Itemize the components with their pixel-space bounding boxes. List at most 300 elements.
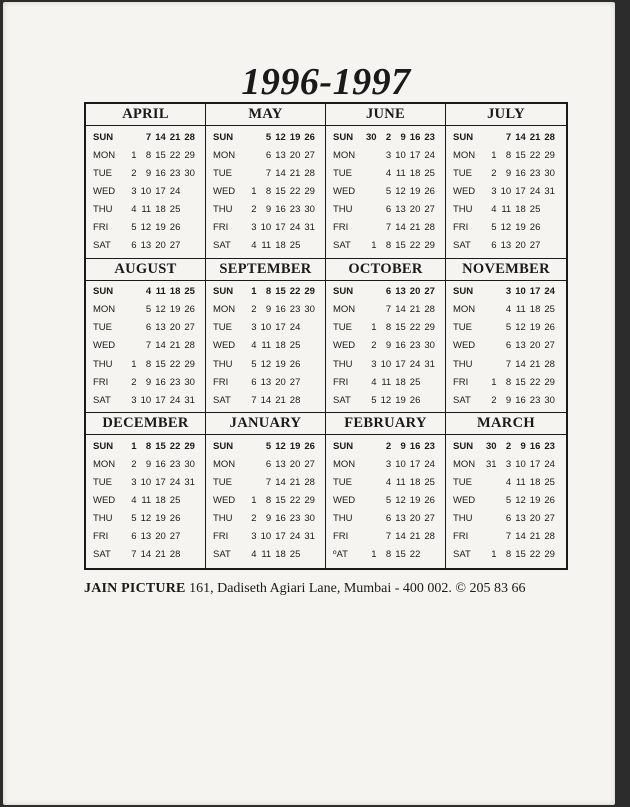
month-october <box>326 259 446 414</box>
date-cell: 25 <box>409 376 421 388</box>
date-cell: 3 <box>251 222 257 234</box>
date-cell: 4 <box>131 203 137 215</box>
footer <box>84 581 526 597</box>
date-cell: 5 <box>371 394 377 406</box>
date-cell: 19 <box>155 222 166 234</box>
date-cell: 16 <box>515 167 526 179</box>
date-cell: 10 <box>380 358 392 370</box>
weekday-label: TUE <box>333 477 352 489</box>
weekday-row <box>86 510 205 528</box>
date-cell: 6 <box>385 513 392 525</box>
date-cell: 13 <box>395 286 406 298</box>
weekday-row <box>206 237 325 255</box>
date-cell: 4 <box>251 240 257 252</box>
month-april <box>86 104 206 259</box>
date-cell: 25 <box>289 340 301 352</box>
date-cell: 10 <box>500 185 512 197</box>
weekday-label: SUN <box>93 440 114 452</box>
weekday-label: SAT <box>333 394 351 406</box>
weekday-row <box>446 391 566 409</box>
date-cell: 8 <box>145 149 152 161</box>
weekday-row <box>446 546 566 564</box>
weekday-label: SUN <box>453 440 474 452</box>
weekday-row <box>446 373 566 391</box>
weekday-row <box>326 218 445 236</box>
date-cell: 1 <box>371 240 377 252</box>
weekday-row <box>206 146 325 164</box>
date-cell: 17 <box>529 286 541 298</box>
date-cell: 18 <box>409 477 421 489</box>
date-cell: 25 <box>184 286 195 298</box>
date-cell: 18 <box>529 477 541 489</box>
weekday-row <box>206 510 325 528</box>
date-cell: 20 <box>515 240 526 252</box>
date-cell: 29 <box>544 149 555 161</box>
date-cell: 31 <box>304 222 315 234</box>
date-cell: 17 <box>409 149 421 161</box>
date-cell: 28 <box>544 531 555 543</box>
date-cell: 31 <box>184 394 195 406</box>
date-cell: 16 <box>155 167 166 179</box>
date-cell: 27 <box>424 513 435 525</box>
date-cell: 21 <box>289 477 301 489</box>
weekday-label: THU <box>213 358 233 370</box>
month-july <box>446 104 566 259</box>
weekday-label: SUN <box>333 286 354 298</box>
date-cell: 25 <box>169 203 181 215</box>
weekday-label: FRI <box>333 531 349 543</box>
date-cell: 28 <box>304 477 315 489</box>
date-cell: 12 <box>380 394 392 406</box>
date-cell: 1 <box>131 358 137 370</box>
date-cell: 28 <box>184 340 195 352</box>
weekday-row <box>446 510 566 528</box>
date-cell: 27 <box>544 513 555 525</box>
date-cell: 31 <box>304 531 315 543</box>
weekday-row <box>326 355 445 373</box>
date-cell: 23 <box>289 513 301 525</box>
date-cell: 6 <box>145 322 152 334</box>
weekday-label: FRI <box>93 531 109 543</box>
date-cell: 12 <box>275 440 286 452</box>
weekday-label: WED <box>333 185 356 197</box>
date-cell: 1 <box>251 286 257 298</box>
date-cell: 14 <box>515 358 526 370</box>
date-cell: 9 <box>505 394 512 406</box>
date-cell: 20 <box>155 240 166 252</box>
date-cell: 26 <box>304 131 315 143</box>
date-cell: 24 <box>424 458 435 470</box>
date-cell: 26 <box>424 495 435 507</box>
weekday-label: TUE <box>453 167 472 179</box>
date-cell: 19 <box>275 358 286 370</box>
date-cell: 18 <box>275 549 286 561</box>
date-cell: 29 <box>184 149 195 161</box>
date-cell: 3 <box>505 458 512 470</box>
weekday-label: SUN <box>93 131 114 143</box>
date-cell: 22 <box>409 549 421 561</box>
weekday-row <box>326 164 445 182</box>
weekday-row <box>206 455 325 473</box>
date-cell: 13 <box>140 240 152 252</box>
date-cell: 9 <box>400 440 406 452</box>
date-cell: 3 <box>505 286 512 298</box>
date-cell: 15 <box>515 376 526 388</box>
date-cell: 20 <box>155 531 166 543</box>
month-name: DECEMBER <box>86 413 205 435</box>
date-cell: 6 <box>385 286 392 298</box>
date-cell: 17 <box>275 222 286 234</box>
date-cell: 11 <box>155 286 166 298</box>
date-cell: 13 <box>515 513 526 525</box>
date-cell: 2 <box>371 340 377 352</box>
date-cell: 5 <box>131 222 137 234</box>
weekday-label: SAT <box>333 240 351 252</box>
date-cell: 6 <box>491 240 497 252</box>
weekday-row <box>326 474 445 492</box>
date-cell: 29 <box>424 322 435 334</box>
date-cell: 16 <box>515 394 526 406</box>
weekday-row <box>326 337 445 355</box>
date-cell: 21 <box>409 304 421 316</box>
date-cell: 2 <box>505 440 512 452</box>
date-cell: 20 <box>409 286 421 298</box>
weekday-label: FRI <box>453 376 469 388</box>
date-cell: 5 <box>385 185 392 197</box>
weekday-row <box>86 164 205 182</box>
date-cell: 3 <box>131 477 137 489</box>
date-cell: 6 <box>505 340 512 352</box>
weekday-label: MON <box>93 458 116 470</box>
weekday-row <box>206 492 325 510</box>
date-cell: 10 <box>260 222 272 234</box>
weekday-row <box>446 237 566 255</box>
date-cell: 24 <box>169 477 181 489</box>
weekday-label: WED <box>453 495 476 507</box>
date-cell: 11 <box>141 203 152 215</box>
weekday-row <box>326 182 445 200</box>
date-cell: 19 <box>529 495 541 507</box>
date-cell: 24 <box>289 531 301 543</box>
weekday-label: FRI <box>213 222 229 234</box>
date-cell: 2 <box>385 440 392 452</box>
date-cell: 8 <box>505 376 512 388</box>
weekday-row <box>206 128 325 146</box>
weekday-label: SAT <box>453 394 471 406</box>
date-cell: 29 <box>304 286 315 298</box>
date-cell: 5 <box>131 513 137 525</box>
weekday-label: MON <box>93 304 116 316</box>
month-name: MARCH <box>446 413 566 435</box>
date-cell: 10 <box>260 322 272 334</box>
weekday-row <box>206 373 325 391</box>
date-cell: 30 <box>544 394 555 406</box>
weekday-label: TUE <box>213 477 232 489</box>
weekday-label: SAT <box>213 549 231 561</box>
date-cell: 14 <box>275 167 286 179</box>
date-cell: 21 <box>529 358 541 370</box>
date-cell: 9 <box>520 440 526 452</box>
date-cell: 11 <box>261 549 272 561</box>
date-cell: 3 <box>131 185 137 197</box>
month-name: AUGUST <box>86 259 205 281</box>
date-cell: 29 <box>184 358 195 370</box>
date-cell: 13 <box>395 203 406 215</box>
month-name: FEBRUARY <box>326 413 445 435</box>
date-cell: 23 <box>289 304 301 316</box>
weekday-row <box>86 455 205 473</box>
date-cell: 2 <box>491 394 497 406</box>
weekday-label: SAT <box>93 240 111 252</box>
date-cell: 15 <box>515 549 526 561</box>
weekday-row <box>206 474 325 492</box>
date-cell: 18 <box>515 203 526 215</box>
weekday-label: WED <box>213 185 236 197</box>
date-cell: 25 <box>529 203 541 215</box>
date-cell: 12 <box>275 131 286 143</box>
weekday-label: THU <box>93 513 113 525</box>
calendar-card <box>3 2 615 805</box>
date-cell: 2 <box>251 203 257 215</box>
date-cell: 23 <box>169 167 181 179</box>
date-cell: 14 <box>395 531 406 543</box>
date-cell: 4 <box>505 304 512 316</box>
weekday-row <box>206 337 325 355</box>
weekday-row <box>446 164 566 182</box>
weekday-row <box>326 128 445 146</box>
date-cell: 18 <box>529 304 541 316</box>
date-cell: 1 <box>131 440 137 452</box>
weekday-label: SUN <box>213 440 234 452</box>
date-cell: 8 <box>145 440 152 452</box>
date-cell: 25 <box>169 495 181 507</box>
date-cell: 21 <box>529 131 541 143</box>
weekday-row <box>86 437 205 455</box>
date-cell: 30 <box>486 440 497 452</box>
date-cell: 27 <box>424 286 435 298</box>
date-cell: 10 <box>260 531 272 543</box>
date-cell: 15 <box>395 549 406 561</box>
date-cell: 30 <box>304 513 315 525</box>
weekday-row <box>326 546 445 564</box>
date-cell: 7 <box>265 477 272 489</box>
weekday-label: THU <box>93 358 113 370</box>
date-cell: 1 <box>371 549 377 561</box>
month-name: OCTOBER <box>326 259 445 281</box>
date-cell: 22 <box>409 240 421 252</box>
date-cell: 20 <box>409 513 421 525</box>
date-cell: 4 <box>505 477 512 489</box>
date-cell: 12 <box>395 495 406 507</box>
date-cell: 19 <box>409 185 421 197</box>
date-cell: 12 <box>260 358 272 370</box>
weekday-row <box>326 301 445 319</box>
date-cell: 31 <box>486 458 497 470</box>
weekday-label: FRI <box>213 376 229 388</box>
weekday-label: THU <box>213 203 233 215</box>
date-cell: 12 <box>395 185 406 197</box>
month-grid <box>84 102 568 570</box>
date-cell: 23 <box>409 340 421 352</box>
weekday-label: WED <box>213 340 236 352</box>
date-cell: 15 <box>155 358 166 370</box>
date-cell: 24 <box>544 458 555 470</box>
date-cell: 8 <box>145 358 152 370</box>
date-cell: 23 <box>529 167 541 179</box>
weekday-label: FRI <box>213 531 229 543</box>
weekday-row <box>86 355 205 373</box>
date-cell: 17 <box>155 185 166 197</box>
date-cell: 15 <box>275 495 286 507</box>
date-cell: 3 <box>385 149 392 161</box>
date-cell: 25 <box>544 304 555 316</box>
date-cell: 17 <box>155 394 166 406</box>
date-cell: 19 <box>409 495 421 507</box>
date-cell: 24 <box>544 286 555 298</box>
month-february <box>326 413 446 568</box>
month-name: JANUARY <box>206 413 325 435</box>
date-cell: 11 <box>501 203 512 215</box>
date-cell: 19 <box>515 222 526 234</box>
date-cell: 1 <box>491 549 497 561</box>
date-cell: 29 <box>184 440 195 452</box>
weekday-row <box>206 355 325 373</box>
weekday-label: SUN <box>453 286 474 298</box>
weekday-label: SUN <box>453 131 474 143</box>
weekday-label: SUN <box>213 286 234 298</box>
date-cell: 26 <box>424 185 435 197</box>
date-cell: 26 <box>169 222 181 234</box>
weekday-label: SAT <box>213 394 231 406</box>
date-cell: 18 <box>169 286 181 298</box>
date-cell: 21 <box>155 549 166 561</box>
weekday-row <box>206 437 325 455</box>
date-cell: 30 <box>366 131 377 143</box>
date-cell: 11 <box>261 240 272 252</box>
date-cell: 29 <box>544 549 555 561</box>
date-cell: 30 <box>304 203 315 215</box>
date-cell: 2 <box>251 513 257 525</box>
date-cell: 22 <box>529 549 541 561</box>
date-cell: 18 <box>395 376 406 388</box>
date-cell: 15 <box>395 322 406 334</box>
weekday-label: MON <box>333 149 356 161</box>
weekday-label: THU <box>333 203 353 215</box>
date-cell: 7 <box>505 131 512 143</box>
date-cell: 30 <box>184 167 195 179</box>
weekday-row <box>326 319 445 337</box>
date-cell: 4 <box>251 549 257 561</box>
weekday-row <box>326 373 445 391</box>
date-cell: 2 <box>491 167 497 179</box>
weekday-row <box>206 200 325 218</box>
date-cell: 20 <box>169 322 181 334</box>
weekday-row <box>446 146 566 164</box>
date-cell: 3 <box>251 531 257 543</box>
date-cell: 17 <box>395 358 406 370</box>
weekday-row <box>86 182 205 200</box>
date-cell: 23 <box>424 131 435 143</box>
weekday-label: SUN <box>333 440 354 452</box>
date-cell: 29 <box>544 376 555 388</box>
date-cell: 17 <box>409 458 421 470</box>
date-cell: 5 <box>265 131 272 143</box>
date-cell: 11 <box>515 304 526 316</box>
date-cell: 16 <box>275 203 286 215</box>
date-cell: 17 <box>529 458 541 470</box>
date-cell: 2 <box>131 376 137 388</box>
date-cell: 13 <box>155 322 166 334</box>
weekday-row <box>446 474 566 492</box>
weekday-label: THU <box>453 358 473 370</box>
weekday-row <box>446 455 566 473</box>
date-cell: 7 <box>145 340 152 352</box>
date-cell: 16 <box>529 440 541 452</box>
date-cell: 28 <box>184 131 195 143</box>
weekday-row <box>86 337 205 355</box>
date-cell: 14 <box>515 131 526 143</box>
date-cell: 28 <box>169 549 181 561</box>
date-cell: 8 <box>265 286 272 298</box>
date-cell: 19 <box>169 304 181 316</box>
date-cell: 26 <box>289 358 301 370</box>
date-cell: 13 <box>140 531 152 543</box>
date-cell: 19 <box>529 322 541 334</box>
date-cell: 29 <box>424 240 435 252</box>
weekday-row <box>86 373 205 391</box>
date-cell: 21 <box>275 394 286 406</box>
date-cell: 28 <box>424 304 435 316</box>
weekday-label: FRI <box>453 222 469 234</box>
date-cell: 18 <box>409 167 421 179</box>
date-cell: 27 <box>304 458 315 470</box>
date-cell: 28 <box>304 167 315 179</box>
weekday-row <box>206 528 325 546</box>
date-cell: 3 <box>251 322 257 334</box>
date-cell: 14 <box>155 131 166 143</box>
date-cell: 18 <box>275 340 286 352</box>
date-cell: 4 <box>491 203 497 215</box>
date-cell: 24 <box>424 149 435 161</box>
weekday-row <box>446 218 566 236</box>
month-name: APRIL <box>86 104 205 126</box>
date-cell: 14 <box>395 304 406 316</box>
weekday-row <box>86 200 205 218</box>
weekday-row <box>446 283 566 301</box>
date-cell: 17 <box>515 185 526 197</box>
weekday-label: WED <box>333 495 356 507</box>
date-cell: 8 <box>265 495 272 507</box>
weekday-row <box>446 437 566 455</box>
date-cell: 7 <box>385 531 392 543</box>
weekday-label: FRI <box>453 531 469 543</box>
date-cell: 30 <box>424 340 435 352</box>
weekday-label: THU <box>453 513 473 525</box>
date-cell: 7 <box>385 222 392 234</box>
date-cell: 8 <box>385 549 392 561</box>
date-cell: 12 <box>515 495 526 507</box>
date-cell: 5 <box>491 222 497 234</box>
date-cell: 7 <box>505 531 512 543</box>
weekday-label: MON <box>333 304 356 316</box>
date-cell: 21 <box>289 167 301 179</box>
date-cell: 5 <box>505 495 512 507</box>
weekday-label: THU <box>93 203 113 215</box>
weekday-label: THU <box>333 358 353 370</box>
weekday-label: MON <box>333 458 356 470</box>
date-cell: 6 <box>265 149 272 161</box>
weekday-label: TUE <box>453 477 472 489</box>
